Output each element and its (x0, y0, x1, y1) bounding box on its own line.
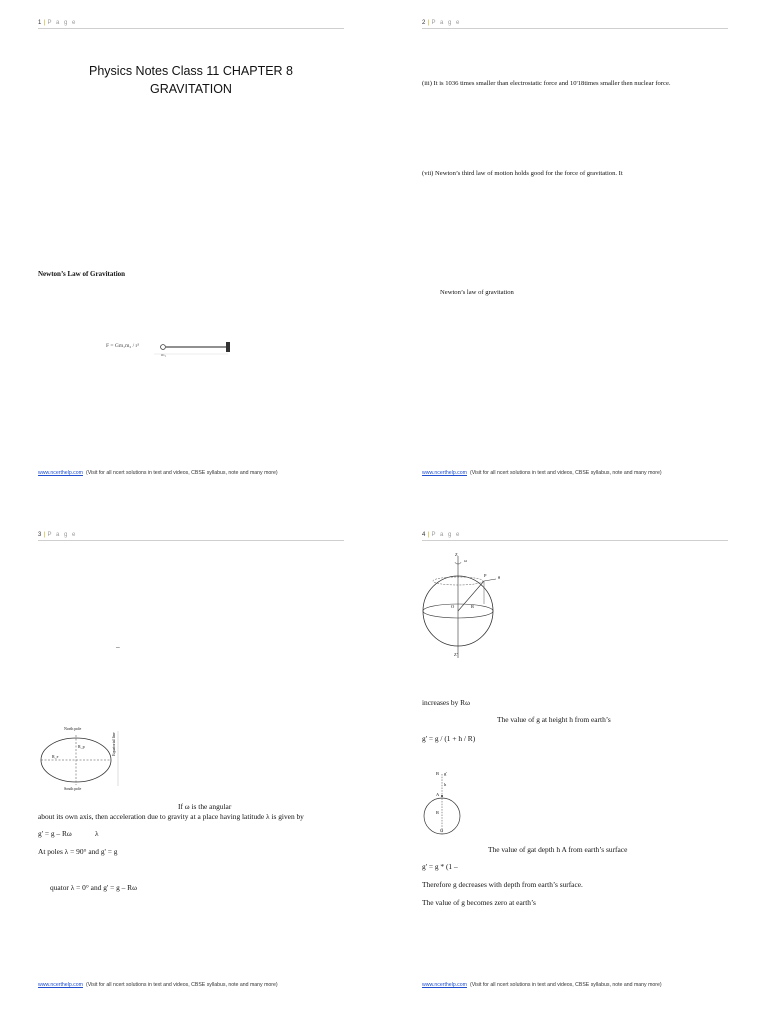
page-label: P a g e (47, 532, 77, 538)
page-4 (422, 532, 738, 1032)
small-circle-diagram (422, 770, 464, 836)
text-line: The value of g becomes zero at earth’s (422, 898, 536, 907)
theta-label: θ (498, 575, 501, 580)
header-rule (38, 540, 344, 541)
page-number: 3 (38, 532, 42, 538)
o-small-label: O (440, 828, 444, 833)
force-arrow-diagram (106, 340, 236, 362)
height-depth-figure (422, 770, 464, 836)
sphere-diagram (422, 554, 506, 664)
page-number: 2 (422, 20, 426, 26)
gravitation-figure (106, 340, 236, 362)
footer-note: (Visit for all ncert solutions in text and videos, CBSE syllabus, note and many more) (85, 470, 278, 476)
section-heading: Newton’s Law of Gravitation (38, 270, 126, 278)
z-top-label: Z (455, 552, 458, 557)
p-label: P (484, 573, 487, 578)
header-separator: | (427, 532, 430, 538)
footer-note: (Visit for all ncert solutions in text and videos, CBSE syllabus, note and many more) (469, 982, 662, 988)
text-line: At poles λ = 90° and g' = g (38, 847, 118, 856)
header-separator: | (43, 20, 46, 26)
ellipse-diagram (38, 726, 122, 792)
page-footer (38, 982, 344, 988)
footer-link[interactable]: www.ncerthelp.com (422, 982, 467, 988)
doc-subtitle: GRAVITATION (150, 82, 232, 96)
re-label: R_e (52, 754, 59, 759)
page-2 (422, 20, 738, 520)
header-separator: | (43, 532, 46, 538)
page-header (38, 20, 344, 26)
text-line: The value of g at height h from earth’s (497, 715, 611, 724)
lambda-symbol: λ (95, 829, 99, 838)
header-rule (422, 28, 728, 29)
footer-link[interactable]: www.ncerthelp.com (38, 470, 83, 476)
header-rule (422, 540, 728, 541)
text-line: about its own axis, then acceleration due to gravity at a place having latitude λ is given by (38, 812, 304, 821)
doc-title: Physics Notes Class 11 CHAPTER 8 (89, 64, 293, 78)
header-rule (38, 28, 344, 29)
rotating-earth-figure (422, 554, 506, 664)
r-small-label: R (436, 810, 440, 815)
page-number: 1 (38, 20, 42, 26)
r-label: R (471, 604, 475, 609)
page-footer (38, 470, 344, 476)
text-line: Therefore g decreases with depth from earth’s surface. (422, 880, 583, 889)
equator-label: Equatorial line (111, 732, 116, 756)
page-number: 4 (422, 532, 426, 538)
formula-line: g' = g – Rω (38, 829, 72, 838)
rp-label: R_p (78, 744, 85, 749)
page-header (38, 532, 344, 538)
text-line: (vii) Newton’s third law of motion holds good for the force of gravitation. It (422, 170, 623, 177)
dash-mark: – (116, 642, 120, 651)
text-line: quator λ = 0° and g' = g – Rω (50, 883, 137, 892)
omega-label: ω (464, 558, 467, 563)
text-line: If ω is the angular (178, 802, 232, 811)
footer-note: (Visit for all ncert solutions in text and videos, CBSE syllabus, note and many more) (85, 982, 278, 988)
earth-ellipse-figure (38, 726, 122, 792)
text-line: The value of gat depth h A from earth’s surface (488, 845, 628, 854)
h-label: h (444, 782, 447, 787)
mass-label: m₁ (161, 352, 167, 357)
g1-label: g' (444, 771, 448, 776)
formula-text: F = Gm₁m₂ / r² (106, 343, 140, 349)
formula-line: g' = g * (1 – (422, 862, 458, 871)
b-label: B (436, 771, 440, 776)
page-label: P a g e (47, 20, 77, 26)
o-label: O (451, 604, 455, 609)
north-pole-label: North pole (64, 726, 82, 731)
z-bottom-label: Z' (454, 652, 458, 657)
footer-note: (Visit for all ncert solutions in text and videos, CBSE syllabus, note and many more) (469, 470, 662, 476)
page-header (422, 20, 728, 26)
a-label: A (436, 792, 440, 797)
page-footer (422, 982, 728, 988)
page-header (422, 532, 728, 538)
page-label: P a g e (431, 532, 461, 538)
footer-link[interactable]: www.ncerthelp.com (38, 982, 83, 988)
south-pole-label: South pole (64, 786, 82, 791)
header-separator: | (427, 20, 430, 26)
footer-link[interactable]: www.ncerthelp.com (422, 470, 467, 476)
text-line: Newton’s law of gravitation (440, 289, 514, 296)
page-footer (422, 470, 728, 476)
page-3 (38, 532, 354, 1032)
page-1 (38, 20, 354, 520)
text-line: increases by Rω (422, 698, 470, 707)
page-label: P a g e (431, 20, 461, 26)
text-line: (iii) It is 1036 times smaller than electrostatic force and 10'18times smaller then nuclear force. (422, 80, 671, 87)
formula-line: g' = g / (1 + h / R) (422, 734, 476, 743)
